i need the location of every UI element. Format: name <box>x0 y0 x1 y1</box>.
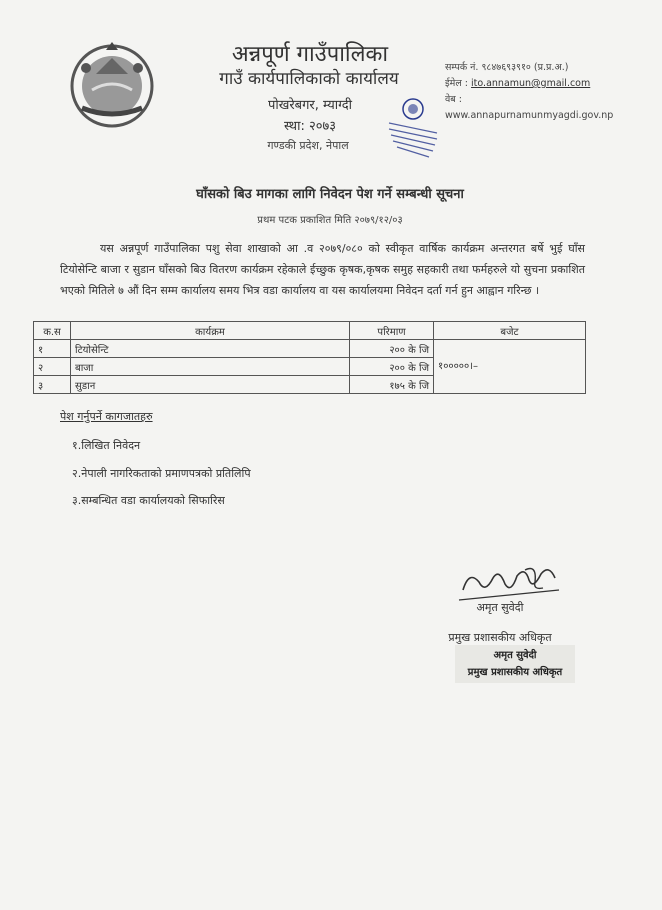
email-label: ईमेल : <box>445 78 469 89</box>
seal-title: प्रमुख प्रशासकीय अधिकृत <box>467 667 563 678</box>
table-header-row <box>34 322 586 340</box>
row-program: बाजा <box>71 358 350 376</box>
document-item: २.नेपाली नागरिकताको प्रमाणपत्रको प्रतिलिपि <box>72 467 251 480</box>
org-name: अन्नपूर्ण गाउँपालिका <box>231 42 389 67</box>
program-table <box>33 321 586 394</box>
email-link[interactable]: ito.annamun@gmail.com <box>471 78 591 89</box>
notice-title: घाँसको बिउ मागका लागि निवेदन पेश गर्ने सम्बन्धी सूचना <box>196 187 464 202</box>
table-row <box>34 340 586 358</box>
office-stamp <box>383 95 443 165</box>
nepal-emblem-icon <box>66 38 158 130</box>
budget-cell: १०००००।– <box>434 340 586 394</box>
col-budget: बजेट <box>434 322 586 340</box>
row-program: सुडान <box>71 376 350 394</box>
established-year: स्था: २०७३ <box>283 119 337 134</box>
province-name: गण्डकी प्रदेश, नेपाल <box>267 139 349 152</box>
notice-body-text: यस अन्नपूर्ण गाउँपालिका पशु सेवा शाखाको आ .व २०७९/०८० को स्वीकृत वार्षिक कार्यक्रम अन्तरगत बर्षे भुई घाँस टियोसेन्टि बाजा र सुडान घाँसको बिउ वितरण कार्यक्रम रहेकाले ईच्छुक कृषक,कृषक समुह सहकारी तथा फर्महरुले यो सुचना प्रकाशित भएको मितिले ७ औं दिन सम्म कार्यालय समय भित्र वडा कार्यालय वा यस कार्यालयमा निवेदन दर्ता गर्न हुन आह्वान गरिन्छ । <box>60 242 585 297</box>
col-sn: क.स <box>34 322 71 340</box>
seal-name: अमृत सुवेदी <box>493 650 537 661</box>
office-location: पोखरेबगर, म्याग्दी <box>267 98 353 113</box>
row-sn: २ <box>34 358 71 376</box>
signer-name: अमृत सुवेदी <box>476 601 524 614</box>
contact-block <box>445 60 655 124</box>
row-sn: ३ <box>34 376 71 394</box>
contact-phone: सम्पर्क नं. ९८४७६९३९१० (प्र.प्र.अ.) <box>445 62 569 73</box>
row-quantity: २०० के जि <box>350 358 434 376</box>
document-item: ३.सम्बन्धित वडा कार्यालयको सिफारिस <box>72 494 225 507</box>
row-program: टियोसेन्टि <box>71 340 350 358</box>
web-link[interactable]: www.annapurnamunmyagdi.gov.np <box>445 110 614 121</box>
office-name: गाउँ कार्यपालिकाको कार्यालय <box>219 69 399 89</box>
web-label: वेब : <box>445 94 462 105</box>
notice-body <box>60 238 585 301</box>
officer-title: प्रमुख प्रशासकीय अधिकृत <box>448 631 552 644</box>
row-quantity: १७५ के जि <box>350 376 434 394</box>
contact-email-row <box>445 76 655 92</box>
document-item: १.लिखित निवेदन <box>72 439 141 452</box>
row-sn: १ <box>34 340 71 358</box>
published-date: प्रथम पटक प्रकाशित मिति २०७९/१२/०३ <box>257 215 403 226</box>
col-program: कार्यक्रम <box>71 322 350 340</box>
documents-heading: पेश गर्नुपर्ने कागजातहरु <box>60 410 153 423</box>
col-quantity: परिमाण <box>350 322 434 340</box>
row-quantity: २०० के जि <box>350 340 434 358</box>
